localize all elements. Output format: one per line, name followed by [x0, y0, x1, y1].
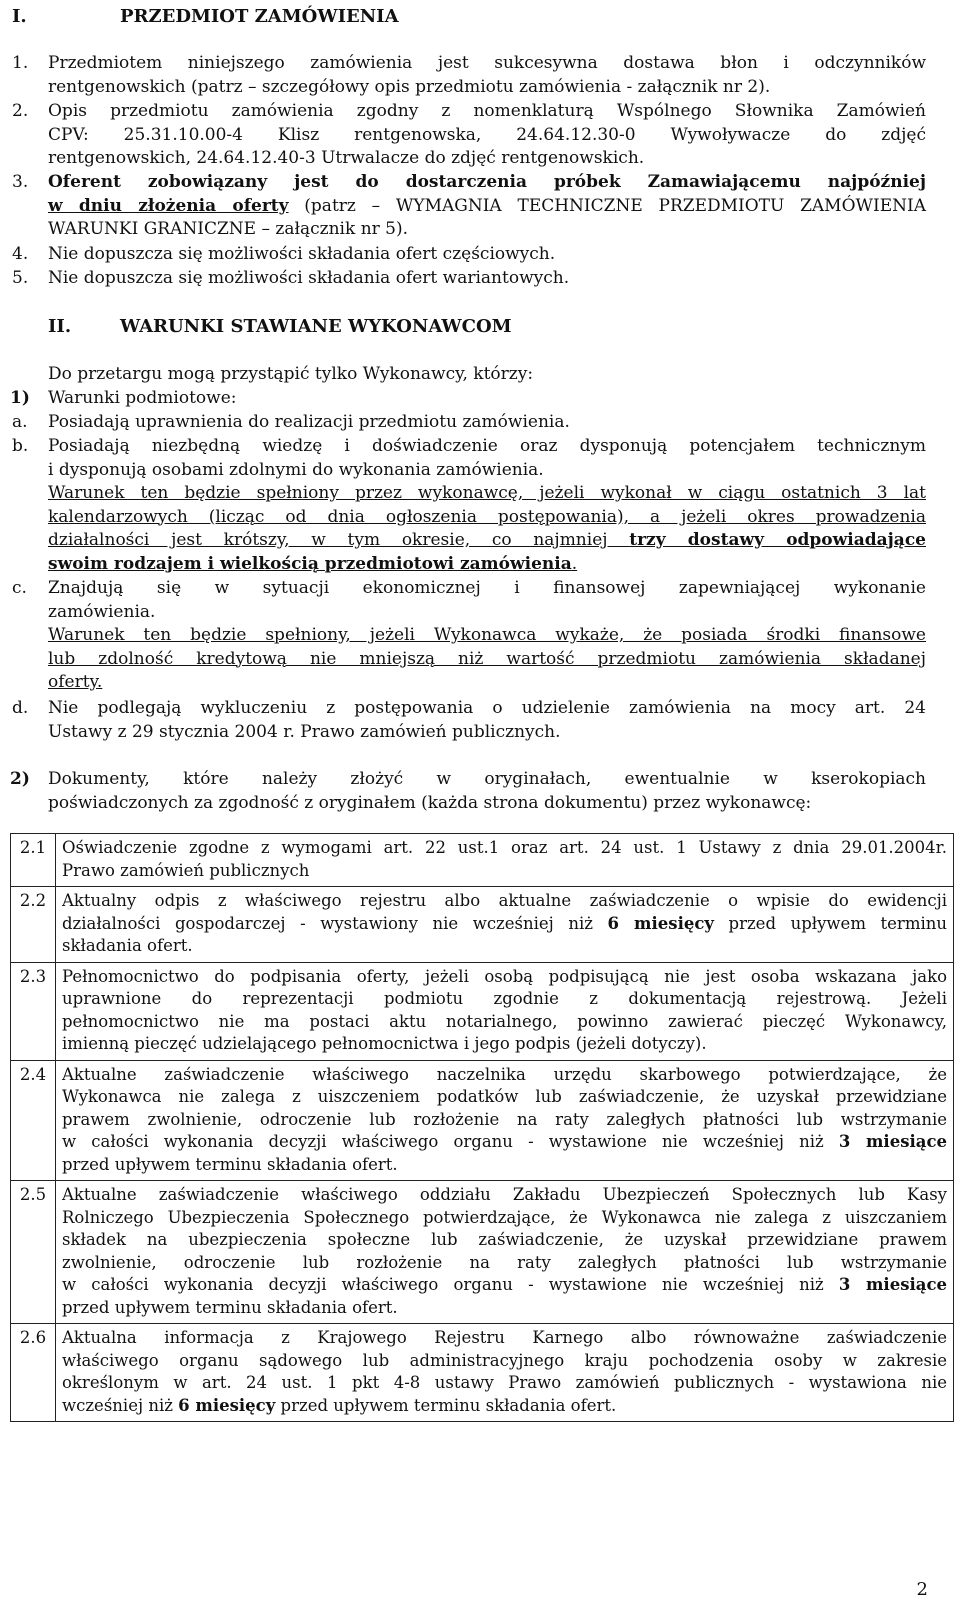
- text-line: [62, 1395, 947, 1418]
- table-row: [11, 887, 954, 963]
- text-line: Przedmiotem niniejszego zamówienia jest sukcesywna dostawa błon i odczynników: [48, 53, 926, 73]
- row-number: 2.6: [11, 1324, 56, 1422]
- text-line: [62, 1131, 947, 1154]
- text-line: Ustawy z 29 stycznia 2004 r. Prawo zamówień publicznych.: [48, 721, 561, 742]
- text-run: działalności gospodarczej - wystawiony nie wcześniej niż: [62, 913, 608, 933]
- text-line: rentgenowskich (patrz – szczegółowy opis przedmiotu zamówienia - załącznik nr 2).: [48, 76, 771, 97]
- text-line: Warunek ten będzie spełniony, jeżeli Wykonawca wykaże, że posiada środki finansowe: [48, 625, 926, 645]
- text-line: lub zdolność kredytową nie mniejszą niż wartość przedmiotu zamówienia składanej: [48, 648, 926, 669]
- text-line: i dysponują osobami zdolnymi do wykonania zamówienia.: [48, 459, 544, 480]
- text-line: Warunek ten będzie spełniony przez wykonawcę, jeżeli wykonał w ciągu ostatnich 3 lat: [48, 483, 926, 503]
- text-line: [62, 1274, 947, 1297]
- row-content: [56, 1060, 954, 1181]
- table-row: [11, 1060, 954, 1181]
- text-line: WARUNKI GRANICZNE – załącznik nr 5).: [48, 219, 409, 239]
- text-line: imienną pieczęć udzielającego pełnomocnictwa i jego podpis (jeżeli dotyczy).: [62, 1034, 707, 1053]
- section-2-number: II.: [48, 316, 72, 337]
- list-item: [48, 100, 926, 171]
- emphasis: 6 miesięcy: [178, 1395, 276, 1415]
- text-line: Opis przedmiotu zamówienia zgodny z nomenklaturą Wspólnego Słownika Zamówień: [48, 101, 926, 121]
- text-run: w całości wykonania decyzji właściwego organu - wystawione nie wcześniej niż: [62, 1275, 839, 1294]
- section-2-title: WARUNKI STAWIANE WYKONAWCOM: [120, 316, 512, 337]
- item-letter: a.: [12, 412, 28, 432]
- text-line: składania ofert.: [62, 936, 193, 955]
- text-line: Aktualne zaświadczenie właściwego oddziału Zakładu Ubezpieczeń Społecznych lub Kasy: [62, 1185, 947, 1204]
- text-line: przed upływem terminu składania ofert.: [62, 1297, 398, 1317]
- text-run: przed upływem terminu składania ofert.: [275, 1395, 617, 1415]
- table-row: [11, 1324, 954, 1422]
- text-line: kalendarzowych (licząc od dnia ogłoszenia postępowania), a jeżeli okres prowadzenia: [48, 506, 926, 527]
- row-content: [56, 887, 954, 963]
- text-line: Nie podlegają wykluczeniu z postępowania o udzielenie zamówienia na mocy art. 24: [48, 698, 926, 718]
- list-item: Nie dopuszcza się możliwości składania ofert wariantowych.: [48, 268, 570, 288]
- text-line: Wykonawca nie zalega z uiszczeniem podatków lub zaświadczenie, że uzyskał przewidziane: [62, 1087, 947, 1106]
- section-2-heading: [48, 315, 512, 339]
- point-number: 1): [10, 388, 30, 408]
- table-row: [11, 962, 954, 1060]
- section-1-number: I.: [12, 6, 27, 27]
- condition-c: [48, 577, 926, 695]
- text-line: [48, 529, 926, 553]
- text-line: przed upływem terminu składania ofert.: [62, 1154, 398, 1174]
- row-number: 2.5: [11, 1181, 56, 1324]
- text-line: Dokumenty, które należy złożyć w oryginałach, ewentualnie w kserokopiach: [48, 769, 926, 789]
- text-line: określonym w art. 24 ust. 1 pkt 4-8 ustawy Prawo zamówień publicznych - wystawiona nie: [62, 1373, 947, 1392]
- text-line: CPV: 25.31.10.00-4 Klisz rentgenowska, 24.64.12.30-0 Wywoływacze do zdjęć: [48, 124, 926, 145]
- text-line: zamówienia.: [48, 601, 156, 622]
- text-line: Znajdują się w sytuacji ekonomicznej i finansowej zapewniającej wykonanie: [48, 578, 926, 598]
- documents-table: [10, 833, 954, 1422]
- emphasis: trzy dostawy odpowiadające: [629, 530, 926, 550]
- text-line: Oferent zobowiązany jest do dostarczenia próbek Zamawiającemu najpóźniej: [48, 172, 926, 192]
- item-number: 1.: [12, 53, 29, 73]
- point-number: 2): [10, 769, 30, 789]
- emphasis: 3 miesiące: [838, 1132, 947, 1151]
- condition-a: Posiadają uprawnienia do realizacji przedmiotu zamówienia.: [48, 412, 570, 432]
- item-number: 4.: [12, 244, 29, 264]
- table-row: [11, 1181, 954, 1324]
- text-line: prawem zwolnienie, odroczenie lub rozłożenie na raty zaległych płatności lub wstrzymanie: [62, 1109, 947, 1129]
- table-row: [11, 834, 954, 887]
- text-line: oferty.: [48, 672, 103, 692]
- section-1-title: PRZEDMIOT ZAMÓWIENIA: [120, 6, 399, 27]
- text-line: Pełnomocnictwo do podpisania oferty, jeżeli osobą podpisującą nie jest osoba wskazana jako: [62, 966, 947, 986]
- list-item: [48, 171, 926, 242]
- text-line: Aktualny odpis z właściwego rejestru albo aktualne zaświadczenie o wpisie do ewidencji: [62, 891, 947, 910]
- text-line: Aktualne zaświadczenie właściwego naczelnika urzędu skarbowego potwierdzające, że: [62, 1064, 947, 1084]
- point-label: Warunki podmiotowe:: [48, 388, 237, 408]
- text-line: właściwego organu sądowego lub administracyjnego kraju pochodzenia osoby w zakresie: [62, 1350, 947, 1370]
- row-content: [56, 1324, 954, 1422]
- emphasis: w dniu złożenia oferty: [48, 195, 289, 216]
- text-run: działalności jest krótszy, w tym okresie, co najmniej: [48, 530, 630, 550]
- text-run: .: [571, 553, 578, 574]
- text-run: przed upływem terminu: [713, 913, 947, 933]
- text-run: w całości wykonania decyzji właściwego organu - wystawione nie wcześniej niż: [62, 1132, 839, 1151]
- text-line: Rolniczego Ubezpieczenia Społecznego potwierdzające, że Wykonawca nie zalega z uiszczaniem: [62, 1207, 947, 1227]
- item-letter: c.: [12, 578, 27, 598]
- row-content: [56, 962, 954, 1060]
- text-line: [48, 553, 926, 577]
- text-line: uprawnione do reprezentacji podmiotu zgodnie z dokumentacją rejestrową. Jeżeli: [62, 989, 947, 1008]
- item-letter: d.: [12, 698, 29, 718]
- text-run: (patrz – WYMAGNIA TECHNICZNE PRZEDMIOTU ZAMÓWIENIA: [288, 195, 926, 216]
- documents-intro: [48, 768, 926, 815]
- text-line: Oświadczenie zgodne z wymogami art. 22 ust.1 oraz art. 24 ust. 1 Ustawy z dnia 29.01.2004r.: [62, 838, 947, 857]
- item-number: 3.: [12, 172, 29, 192]
- list-item: Nie dopuszcza się możliwości składania ofert częściowych.: [48, 244, 556, 264]
- condition-d: [48, 697, 926, 744]
- item-letter: b.: [12, 436, 29, 456]
- list-item: [48, 52, 926, 99]
- row-content: [56, 834, 954, 887]
- text-line: poświadczonych za zgodność z oryginałem (każda strona dokumentu) przez wykonawcę:: [48, 792, 812, 813]
- row-number: 2.4: [11, 1060, 56, 1181]
- emphasis: 6 miesięcy: [607, 913, 714, 933]
- text-line: rentgenowskich, 24.64.12.40-3 Utrwalacze do zdjęć rentgenowskich.: [48, 148, 645, 168]
- row-number: 2.2: [11, 887, 56, 963]
- text-line: składek na ubezpieczenia społeczne lub zaświadczenie, że uzyskał przewidziane prawem: [62, 1230, 947, 1249]
- emphasis: swoim rodzajem i wielkością przedmiotowi zamówienia: [48, 553, 572, 574]
- page-number: 2: [916, 1579, 928, 1600]
- section-1-heading: [12, 5, 399, 29]
- emphasis: 3 miesiące: [838, 1275, 947, 1294]
- text-run: wcześniej niż: [62, 1395, 179, 1415]
- item-number: 5.: [12, 268, 29, 288]
- text-line: [48, 195, 926, 219]
- row-number: 2.1: [11, 834, 56, 887]
- item-number: 2.: [12, 101, 29, 121]
- row-number: 2.3: [11, 962, 56, 1060]
- text-line: Aktualna informacja z Krajowego Rejestru Karnego albo równoważne zaświadczenie: [62, 1328, 947, 1347]
- section-2-intro: Do przetargu mogą przystąpić tylko Wykonawcy, którzy:: [48, 364, 534, 384]
- condition-b: [48, 435, 926, 576]
- text-line: [62, 913, 947, 936]
- text-line: Prawo zamówień publicznych: [62, 860, 310, 880]
- text-line: Posiadają niezbędną wiedzę i doświadczenie oraz dysponują potencjałem technicznym: [48, 436, 926, 456]
- text-line: zwolnienie, odroczenie lub rozłożenie na raty zaległych płatności lub wstrzymanie: [62, 1252, 947, 1272]
- text-line: pełnomocnictwo nie ma postaci aktu notarialnego, powinno zawierać pieczęć Wykonawcy,: [62, 1011, 947, 1031]
- row-content: [56, 1181, 954, 1324]
